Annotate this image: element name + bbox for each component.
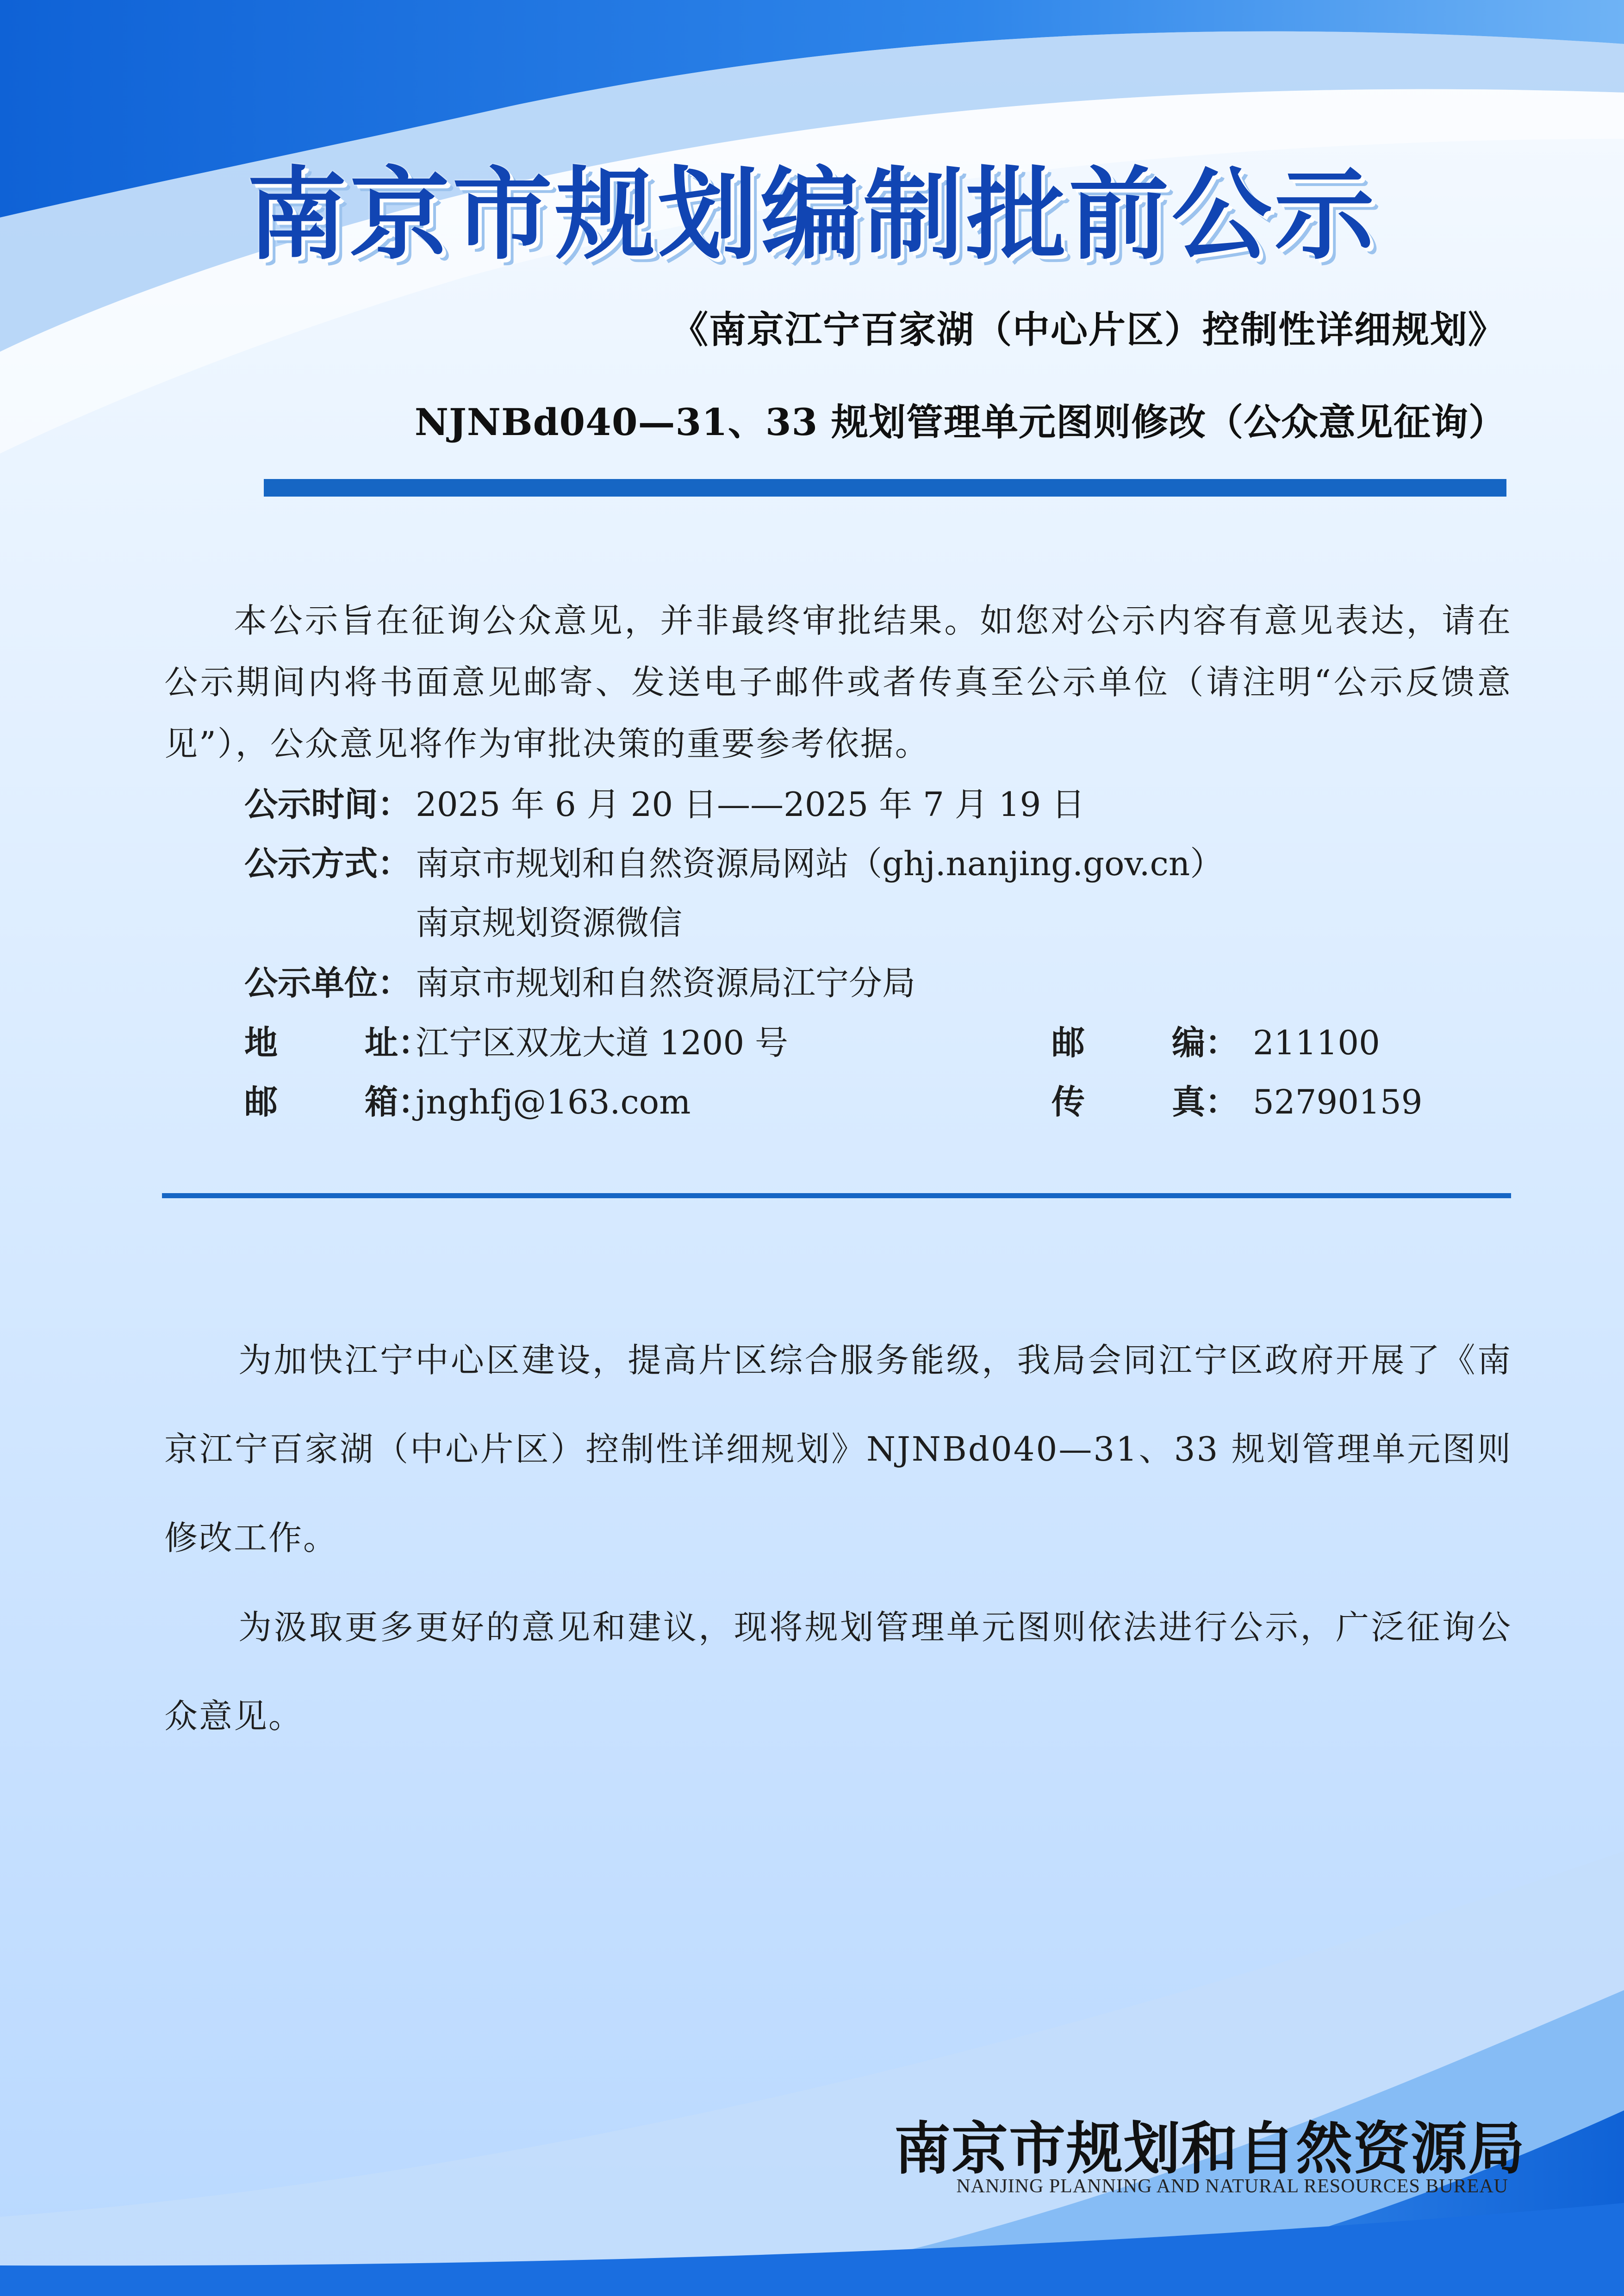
info-unit-row — [244, 956, 915, 1004]
page-title: 南京市规划编制批前公示 — [247, 157, 1377, 273]
time-label: 公示时间： — [244, 785, 411, 824]
body-paragraph-background: 为加快江宁中心区建设，提高片区综合服务能级，我局会同江宁区政府开展了《南京江宁百家湖（中心片区）控制性详细规划》NJNBd040—31、33 规划管理单元图则修改工作。 — [164, 1341, 1512, 1557]
plan-unit-subtitle: NJNBd040—31、33 规划管理单元图则修改（公众意见征询） — [414, 400, 1506, 444]
body-paragraph-purpose: 为汲取更多更好的意见和建议，现将规划管理单元图则依法进行公示，广泛征询公众意见。 — [164, 1608, 1512, 1736]
footer-organization-english: NANJING PLANNING AND NATURAL RESOURCES BUREAU — [956, 2176, 1508, 2197]
section-divider — [162, 1193, 1511, 1198]
notice-paragraph: 本公示旨在征询公众意见，并非最终审批结果。如您对公示内容有意见表达，请在公示期间内将书面意见邮寄、发送电子邮件或者传真至公示单位（请注明“公示反馈意见”），公众意见将作为审批决策的重要参考依据。 — [164, 601, 1512, 763]
fax-value: 52790159 — [1253, 1083, 1423, 1121]
unit-label: 公示单位： — [244, 964, 411, 1002]
info-method-row — [244, 837, 1223, 885]
plan-name-subtitle: 《南京江宁百家湖（中心片区）控制性详细规划》 — [671, 308, 1506, 351]
info-postcode-row — [1052, 1016, 1380, 1064]
email-label-suffix: 箱： — [365, 1083, 432, 1121]
address-label-char: 地 — [244, 1023, 278, 1062]
email-label-char: 邮 — [244, 1083, 278, 1121]
postcode-value: 211100 — [1253, 1023, 1380, 1062]
method-value-wechat: 南京规划资源微信 — [416, 903, 683, 942]
address-label-suffix: 址： — [365, 1023, 432, 1062]
unit-value: 南京市规划和自然资源局江宁分局 — [416, 964, 916, 1002]
info-address-row — [244, 1016, 788, 1064]
time-value: 2025 年 6 月 20 日——2025 年 7 月 19 日 — [416, 785, 1085, 824]
address-value: 江宁区双龙大道 1200 号 — [416, 1023, 789, 1062]
info-method-row-2 — [416, 896, 682, 944]
postcode-label-suffix: 编： — [1172, 1023, 1239, 1062]
info-email-row — [244, 1075, 691, 1123]
title-divider — [264, 479, 1506, 497]
method-label: 公示方式： — [244, 844, 411, 883]
method-value-website: 南京市规划和自然资源局网站（ghj.nanjing.gov.cn） — [416, 844, 1224, 883]
postcode-label-char: 邮 — [1052, 1023, 1085, 1062]
fax-label-suffix: 真： — [1172, 1083, 1239, 1121]
info-time-row — [244, 778, 1085, 826]
email-value: jnghfj@163.com — [416, 1083, 691, 1121]
footer-organization-name: 南京市规划和自然资源局 — [894, 2116, 1525, 2182]
info-fax-row — [1052, 1075, 1422, 1123]
fax-label-char: 传 — [1052, 1083, 1085, 1121]
